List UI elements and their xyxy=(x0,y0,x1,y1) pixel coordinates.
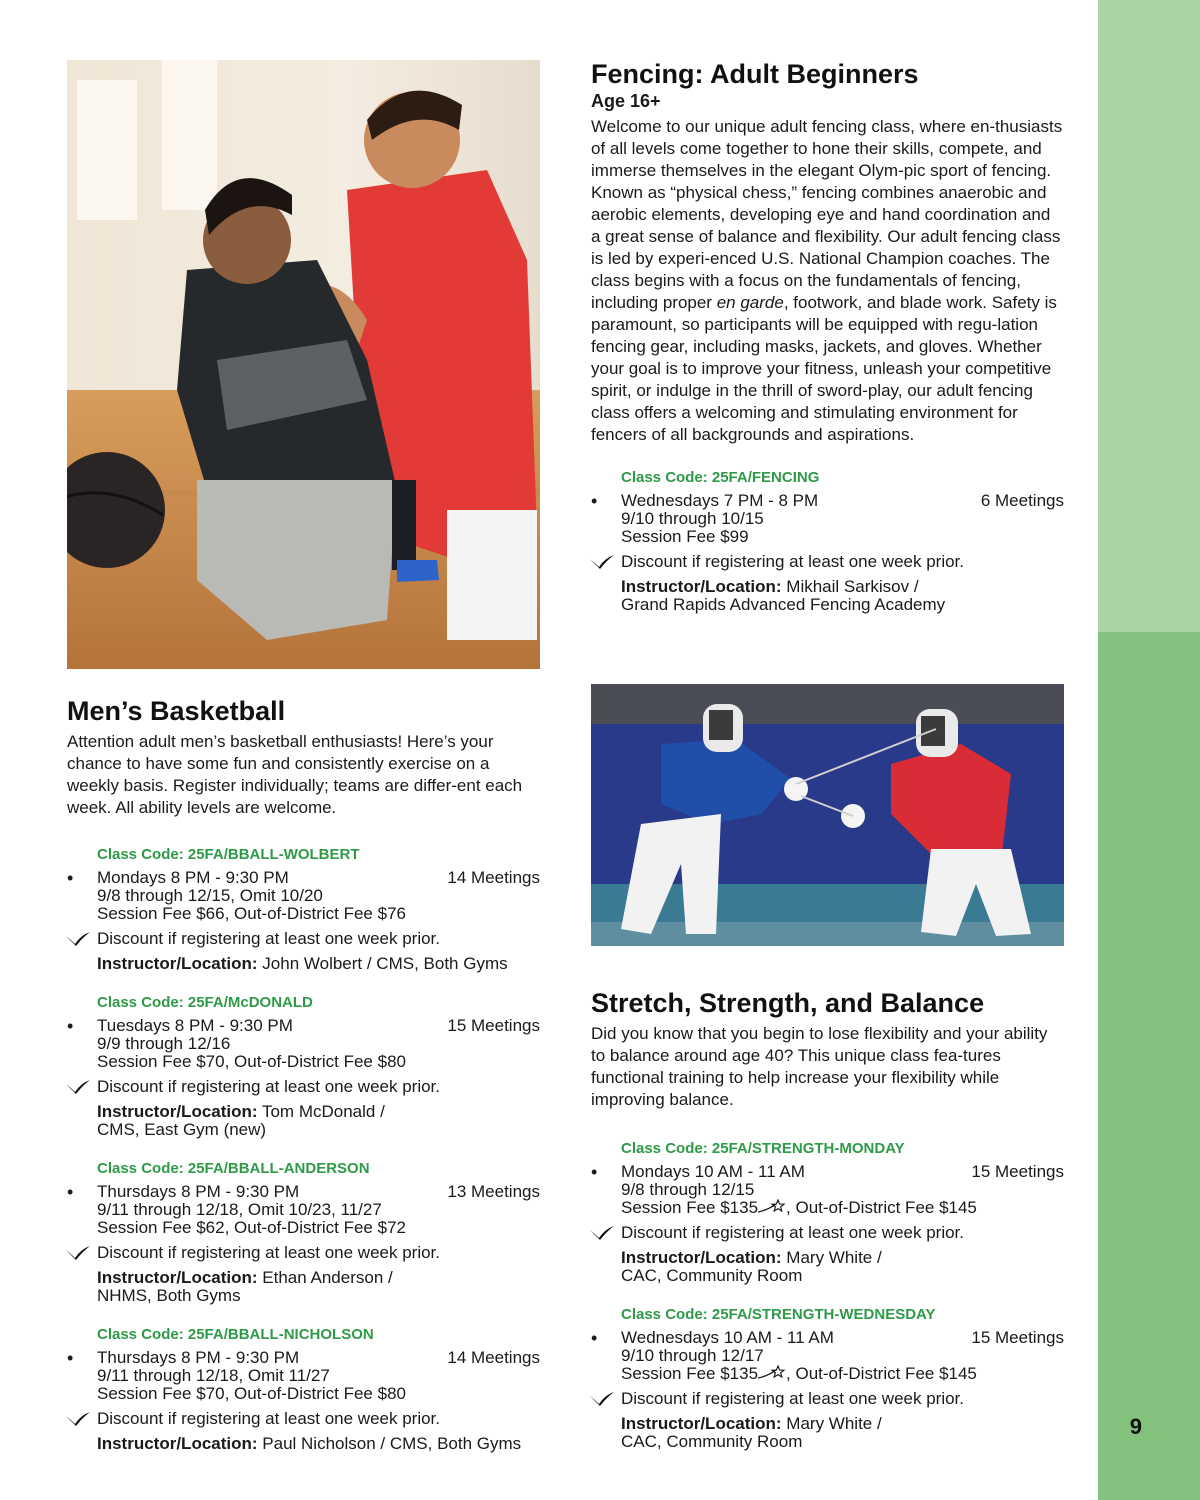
senior-star-icon xyxy=(758,1199,786,1215)
class-fee-session: Session Fee $135 xyxy=(621,1198,759,1217)
swoosh-check-icon xyxy=(589,1391,615,1407)
swoosh-check-icon xyxy=(589,554,615,570)
class-block xyxy=(67,993,540,1139)
fencing-section xyxy=(591,58,1064,614)
class-block xyxy=(67,1325,540,1453)
class-meetings: 15 Meetings xyxy=(971,1162,1064,1181)
class-discount xyxy=(621,552,1064,572)
class-discount-text: Discount if registering at least one week prior. xyxy=(97,1409,441,1428)
class-dates: 9/11 through 12/18, Omit 10/23, 11/27 xyxy=(97,1200,382,1219)
class-instructor xyxy=(621,1415,1064,1451)
class-code: Class Code: 25FA/STRENGTH-WEDNESDAY xyxy=(621,1306,936,1323)
basketball-description: Attention adult men’s basketball enthusiasts! Here’s your chance to have some fun and consistently exercise on a weekly basis. Register individually; teams are differ-ent each week. All ability levels are welcome. xyxy=(67,732,523,817)
page-number: 9 xyxy=(1129,1414,1142,1439)
class-discount-text: Discount if registering at least one week prior. xyxy=(97,1243,441,1262)
stretch-section xyxy=(591,987,1064,1451)
class-day-time: Tuesdays 8 PM - 9:30 PM xyxy=(97,1016,293,1035)
class-fee: Session Fee $70, Out-of-District Fee $80 xyxy=(97,1384,406,1403)
class-fee: Session Fee $62, Out-of-District Fee $72 xyxy=(97,1218,406,1237)
class-fee: Session Fee $66, Out-of-District Fee $76 xyxy=(97,904,406,923)
class-meetings: 15 Meetings xyxy=(447,1016,540,1035)
class-code: Class Code: 25FA/FENCING xyxy=(621,469,820,486)
instructor-location: NHMS, Both Gyms xyxy=(97,1286,241,1305)
class-block xyxy=(591,1305,1064,1451)
class-dates: 9/10 through 10/15 xyxy=(621,509,764,528)
side-band-dark xyxy=(1098,632,1200,1500)
class-discount xyxy=(97,929,540,949)
swoosh-check-icon xyxy=(589,1225,615,1241)
class-fee-out-of-district: , Out-of-District Fee $145 xyxy=(786,1364,977,1383)
instructor-name: Tom McDonald / xyxy=(257,1102,385,1121)
class-meetings: 14 Meetings xyxy=(447,1348,540,1367)
class-dates: 9/10 through 12/17 xyxy=(621,1346,764,1365)
instructor-label: Instructor/Location: xyxy=(97,1434,258,1453)
fencing-class-list xyxy=(591,468,1064,614)
class-code: Class Code: 25FA/STRENGTH-MONDAY xyxy=(621,1140,905,1157)
class-discount xyxy=(97,1077,540,1097)
class-day-time: Mondays 8 PM - 9:30 PM xyxy=(97,868,289,887)
instructor-label: Instructor/Location: xyxy=(621,1248,782,1267)
class-day-time: Mondays 10 AM - 11 AM xyxy=(621,1162,805,1181)
instructor-label: Instructor/Location: xyxy=(621,1414,782,1433)
basketball-title: Men’s Basketball xyxy=(67,696,286,726)
bullet-icon: • xyxy=(67,1016,74,1036)
class-fee: Session Fee $70, Out-of-District Fee $80 xyxy=(97,1052,406,1071)
class-fee-session: Session Fee $135 xyxy=(621,1364,759,1383)
fencing-desc-part2: , footwork, and blade work. Safety is paramount, so participants will be equipped with regu-lation fencing gear, including masks, jackets, and gloves. Whether your goal is to improve your fitness, unleash your competitive spirit, or indulge in the thrill of sword-play, our adult fencing class offers a welcoming and stimulating environment for fencers of all backgrounds and aspirations. xyxy=(591,293,1057,444)
fencing-photo xyxy=(591,684,1064,946)
class-discount xyxy=(97,1409,540,1429)
instructor-label: Instructor/Location: xyxy=(97,954,258,973)
stretch-class-list xyxy=(591,1139,1064,1451)
class-code: Class Code: 25FA/BBALL-NICHOLSON xyxy=(97,1326,374,1343)
instructor-label: Instructor/Location: xyxy=(621,577,782,596)
stretch-title: Stretch, Strength, and Balance xyxy=(591,988,985,1018)
class-discount xyxy=(621,1389,1064,1409)
bullet-icon: • xyxy=(591,1328,598,1348)
class-schedule-row xyxy=(67,868,540,888)
class-dates: 9/11 through 12/18, Omit 11/27 xyxy=(97,1366,330,1385)
fencing-desc-part1: Welcome to our unique adult fencing class, where en-thusiasts of all levels come together to hone their skills, compete, and immerse themselves in the elegant Olym-pic sport of fencing. Known as “physical chess,” fencing combines anaerobic and aerobic elements, developing eye and hand coordination and a great sense of balance and flexibility. Our adult fencing class is led by experi-enced U.S. National Champion coaches. The class begins with a focus on the fundamentals of fencing, including proper xyxy=(591,117,1063,312)
class-schedule-row xyxy=(67,1348,540,1368)
swoosh-check-icon xyxy=(65,1245,91,1261)
class-instructor xyxy=(97,1435,540,1453)
class-meetings: 15 Meetings xyxy=(971,1328,1064,1347)
class-instructor xyxy=(97,955,540,973)
bullet-icon: • xyxy=(591,491,598,511)
class-fee-out-of-district: , Out-of-District Fee $145 xyxy=(786,1198,977,1217)
class-block xyxy=(67,845,540,973)
bullet-icon: • xyxy=(591,1162,598,1182)
swoosh-check-icon xyxy=(65,1079,91,1095)
class-meetings: 6 Meetings xyxy=(980,491,1064,510)
senior-star-icon xyxy=(758,1365,786,1381)
class-discount-text: Discount if registering at least one week prior. xyxy=(97,1077,441,1096)
instructor-location: Grand Rapids Advanced Fencing Academy xyxy=(621,595,946,614)
class-discount xyxy=(621,1223,1064,1243)
class-fee xyxy=(621,1365,1064,1383)
fencing-age: Age 16+ xyxy=(591,91,661,111)
instructor-name: John Wolbert / CMS, Both Gyms xyxy=(257,954,508,973)
class-instructor xyxy=(97,1103,540,1139)
class-dates: 9/9 through 12/16 xyxy=(97,1034,231,1053)
instructor-name: Mary White / xyxy=(781,1414,882,1433)
instructor-name: Ethan Anderson / xyxy=(257,1268,393,1287)
class-schedule-row xyxy=(591,1162,1064,1182)
instructor-location: CAC, Community Room xyxy=(621,1432,803,1451)
class-discount xyxy=(97,1243,540,1263)
class-discount-text: Discount if registering at least one week prior. xyxy=(621,1223,965,1242)
class-block xyxy=(591,468,1064,614)
class-block xyxy=(591,1139,1064,1285)
class-day-time: Thursdays 8 PM - 9:30 PM xyxy=(97,1348,300,1367)
swoosh-check-icon xyxy=(65,931,91,947)
class-code: Class Code: 25FA/McDONALD xyxy=(97,994,313,1011)
fencing-desc-emphasis: en garde xyxy=(716,293,784,312)
bullet-icon: • xyxy=(67,1348,74,1368)
class-discount-text: Discount if registering at least one week prior. xyxy=(621,1389,965,1408)
class-instructor xyxy=(97,1269,540,1305)
instructor-name: Mikhail Sarkisov / xyxy=(781,577,919,596)
class-day-time: Wednesdays 7 PM - 8 PM xyxy=(621,491,819,510)
class-schedule-row xyxy=(591,1328,1064,1348)
bullet-icon: • xyxy=(67,868,74,888)
instructor-location: CAC, Community Room xyxy=(621,1266,803,1285)
basketball-class-list xyxy=(67,845,540,1453)
class-fee: Session Fee $99 xyxy=(621,527,749,546)
swoosh-check-icon xyxy=(65,1411,91,1427)
basketball-section xyxy=(67,695,540,1453)
class-code: Class Code: 25FA/BBALL-WOLBERT xyxy=(97,846,360,863)
class-block xyxy=(67,1159,540,1305)
instructor-label: Instructor/Location: xyxy=(97,1268,258,1287)
class-dates: 9/8 through 12/15, Omit 10/20 xyxy=(97,886,323,905)
class-meetings: 14 Meetings xyxy=(447,868,540,887)
side-band-light xyxy=(1098,0,1200,632)
fencing-title: Fencing: Adult Beginners xyxy=(591,59,919,89)
class-discount-text: Discount if registering at least one week prior. xyxy=(97,929,441,948)
class-instructor xyxy=(621,578,1064,614)
bullet-icon: • xyxy=(67,1182,74,1202)
class-schedule-row xyxy=(67,1016,540,1036)
instructor-label: Instructor/Location: xyxy=(97,1102,258,1121)
basketball-photo xyxy=(67,60,540,669)
class-day-time: Wednesdays 10 AM - 11 AM xyxy=(621,1328,834,1347)
fencing-description xyxy=(591,116,1064,446)
class-meetings: 13 Meetings xyxy=(447,1182,540,1201)
class-code: Class Code: 25FA/BBALL-ANDERSON xyxy=(97,1160,370,1177)
instructor-name: Mary White / xyxy=(781,1248,882,1267)
class-discount-text: Discount if registering at least one week prior. xyxy=(621,552,965,571)
class-schedule-row xyxy=(67,1182,540,1202)
stretch-description: Did you know that you begin to lose flexibility and your ability to balance around age 40? This unique class fea-tures functional training to help increase your flexibility while improving balance. xyxy=(591,1024,1048,1109)
instructor-name: Paul Nicholson / CMS, Both Gyms xyxy=(257,1434,522,1453)
class-day-time: Thursdays 8 PM - 9:30 PM xyxy=(97,1182,300,1201)
class-dates: 9/8 through 12/15 xyxy=(621,1180,755,1199)
class-schedule-row xyxy=(591,491,1064,511)
class-fee xyxy=(621,1199,1064,1217)
instructor-location: CMS, East Gym (new) xyxy=(97,1120,267,1139)
class-instructor xyxy=(621,1249,1064,1285)
